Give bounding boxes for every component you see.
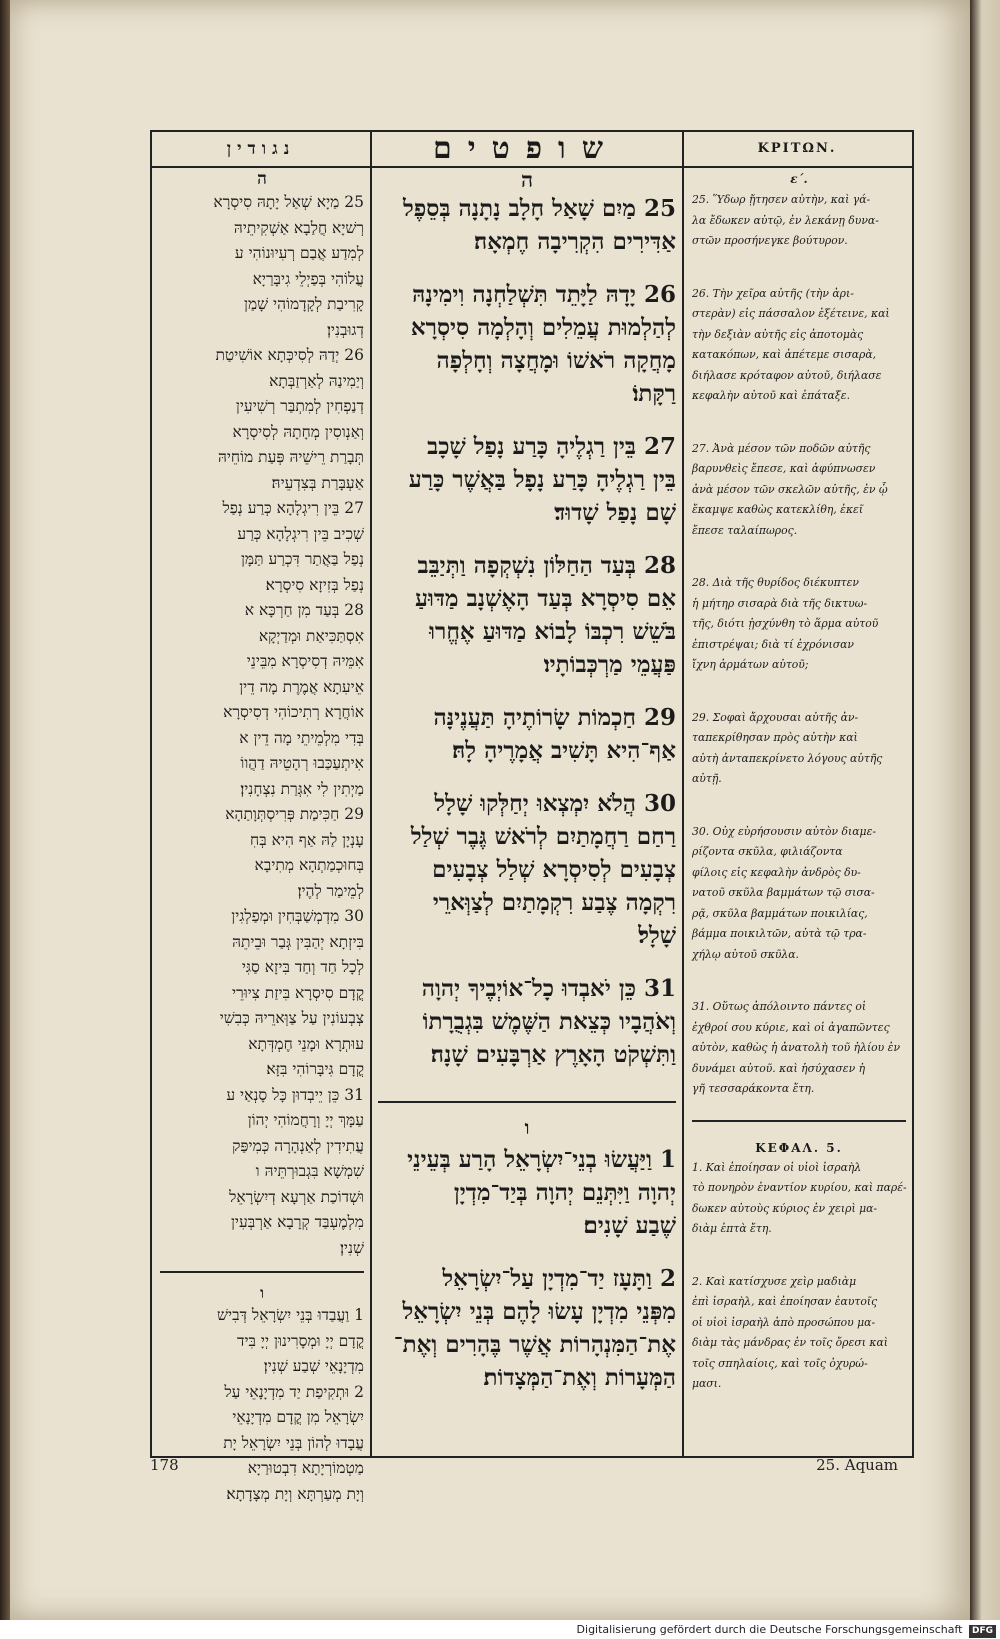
- aramaic-line: עָנְיָן לַהּ אַף הִיא בְּחִ: [250, 830, 364, 849]
- greek-next-line: τὸ πονηρὸν ἐναντίον κυρίου, καὶ παρέ-: [692, 1181, 907, 1194]
- hebrew-line: 25 מַיִם שָׁאַל חָלָב נָתָנָה בְּסֵפֶל: [403, 195, 676, 222]
- greek-line: ἔκαμψε καθὼς κατεκλίθη, ἐκεῖ: [692, 503, 864, 516]
- greek-line: ρίζοντα σκῦλα, φιλιάζοντα: [692, 845, 843, 858]
- hebrew-column-title: שופטים: [433, 131, 619, 166]
- greek-next-chapter-mark: ΚΕΦΑΛ. 5.: [755, 1140, 843, 1155]
- hebrew-line: צְבָעִים לְסִיסְרָא שְׁלַל צְבָעִים: [432, 856, 676, 883]
- aramaic-line: לְכָל חַד וְחַד בִּיזָא סַגִּי: [241, 958, 364, 976]
- hebrew-next-verse: [378, 1143, 676, 1242]
- aramaic-line: שְׁכִיב בֵּין רִיגְלָהָא כְּרַע: [237, 524, 364, 543]
- hebrew-line: וַתִּשְׁקֹט הָאָרֶץ אַרְבָּעִים שָׁנָה׃: [430, 1041, 676, 1068]
- hebrew-next-line: 2 וַתָּעָז יַד־מִדְיָן עַל־יִשְׂרָאֵל: [442, 1265, 676, 1292]
- hebrew-line: 28 בְּעַד הַחַלּוֹן נִשְׁקְפָה וַתְּיַבֵּב: [417, 552, 676, 579]
- greek-line: 25. Ὕδωρ ᾔτησεν αὐτὴν, καὶ γά-: [692, 193, 871, 206]
- aramaic-line: שְׁנִין׃: [339, 1238, 364, 1257]
- hebrew-line: 27 בֵּין רַגְלֶיהָ כָּרַע נָפַל שָׁכָב: [427, 433, 676, 460]
- aramaic-line: קֳדָם סִיסְרָא בִּיזַת צִיוּרֵי: [232, 983, 364, 1002]
- hebrew-line: 30 הֲלֹא יִמְצְאוּ יְחַלְּקוּ שָׁלָל: [434, 790, 676, 817]
- aramaic-line: אִיתְעַכַּבוּ רְהָטֵיהּ דַהֲווֹ: [240, 754, 364, 772]
- hebrew-line: 31 כֵּן יֹאבְדוּ כָל־אוֹיְבֶיךָ יְהוָה: [421, 975, 676, 1002]
- greek-verse: [692, 439, 906, 542]
- greek-next-verse: [692, 1158, 906, 1240]
- greek-next-text-block: [692, 1158, 906, 1395]
- greek-line: στῶν προσήνεγκε βούτυρον.: [692, 234, 848, 247]
- greek-line: νατοῦ σκῦλα βαμμάτων τῷ σισα-: [692, 886, 875, 899]
- greek-next-line: διὰμ ἑπτὰ ἔτη.: [692, 1222, 772, 1235]
- greek-line: 31. Οὕτως ἀπόλοιντο πάντες οἱ: [692, 1000, 867, 1013]
- greek-verse: [692, 284, 906, 407]
- hebrew-text-column: [378, 168, 676, 1452]
- digitization-note: Digitalisierung gefördert durch die Deutsche Forschungsgemeinschaft: [576, 1623, 963, 1636]
- aramaic-line: נְפַל בַּאֲתַר דִּכְרַע תַּמָּן: [240, 550, 364, 568]
- aramaic-line: קֳדָם גִּיבָּרוֹהִי בִּזָּא׃: [266, 1060, 364, 1078]
- aramaic-next-line: יִשְׂרָאֵל מִן קֳדָם מִדְיָנָאֵי: [232, 1408, 364, 1426]
- greek-next-line: οἱ υἱοὶ ἰσραὴλ ἀπὸ προσώπου μα-: [692, 1315, 876, 1329]
- aramaic-line: בְּחוּכְמַתְהָא מְתִיבָא: [254, 856, 364, 874]
- hebrew-next-line: יְהוָה וַיִּתְּנֵם יְהוָה בְּיַד־מִדְיָן: [453, 1179, 676, 1206]
- greek-next-line: ἐπὶ ἰσραὴλ, καὶ ἐποίησαν ἑαυτοῖς: [692, 1295, 878, 1308]
- hebrew-next-line: מִפְּנֵי מִדְיָן עָשׂוּ לָהֶם בְּנֵי יִשְׂרָאֵל: [402, 1298, 676, 1325]
- greek-verse: [692, 708, 906, 790]
- hebrew-verse: [378, 701, 676, 767]
- aramaic-line: 25 מַיָא שְׁאַל יָתָהּ סִיסְרָא: [213, 193, 364, 211]
- hebrew-verse: [378, 972, 676, 1071]
- digitization-footer: [0, 1620, 1000, 1639]
- aramaic-line: 29 חַכִּימַת פְּרִיסְתְּוָתַהָא: [225, 805, 364, 823]
- greek-line: διήλασε κρόταφον αὐτοῦ, διήλασε: [692, 368, 882, 382]
- greek-line: δυνάμει αὐτοῦ. καὶ ἡσύχασεν ἡ: [692, 1061, 866, 1075]
- aramaic-line: 26 יְדַהּ לְסִיכְּתָא אוֹשִׁיטַת: [215, 346, 364, 364]
- hebrew-next-text-block: [378, 1143, 676, 1394]
- greek-line: 30. Οὐχ εὑρήσουσιν αὐτὸν διαμε-: [692, 824, 877, 838]
- aramaic-next-line: קֳדָם יְיָ וּמְסָרִינוּן יְיָ בִּיד: [237, 1331, 364, 1350]
- aramaic-chapter-rule: [160, 1271, 364, 1273]
- hebrew-line: אֵם סִיסְרָא בְּעַד הָאֶשְׁנָב מַדּוּעַ: [414, 585, 676, 612]
- aramaic-line: וְאַנְוסִין מְחָתָהּ לְסִיסְרָא: [232, 422, 364, 441]
- greek-line: αὐτὴ ἀνταπεκρίνετο λόγους αὐτῆς: [692, 751, 883, 765]
- aramaic-line: צְבְעוֹנִין עַל צַוְּארֵיהּ כְּבִשִׁי: [219, 1009, 364, 1027]
- aramaic-line: דְגוּבְנִין׃: [326, 320, 364, 339]
- greek-line: τὴν δεξιὰν αὐτῆς εἰς ἀποτομὰς: [692, 327, 864, 341]
- hebrew-line: 29 חַכְמוֹת שָׂרוֹתֶיהָ תַּעֲנֶינָּה: [433, 704, 676, 731]
- facing-page-edge: [970, 0, 1000, 1620]
- aramaic-line: 30 מִדְמְשַׁבְּחִין וּמְפַלְגִין: [231, 907, 364, 925]
- hebrew-line: וְאֹהֲבָיו כְּצֵאת הַשֶּׁמֶשׁ בִּגְבֻרָתוֹ: [422, 1008, 676, 1035]
- aramaic-next-line: מַטְמוֹרְיָתָא דִבְטוּרַיָא: [247, 1459, 364, 1477]
- aramaic-line: 27 בֵּין רִיגְלָהָא כְּרַע נְפַל: [222, 499, 364, 517]
- aramaic-line: עוּתְרָא וּמָנֵי חֶמְדְּתָא: [248, 1034, 364, 1053]
- column-divider-right: [682, 132, 684, 1456]
- hebrew-line: לְהַלְמוּת עֲמֵלִים וְהָלְמָה סִיסְרָא: [410, 314, 676, 341]
- aramaic-next-line: עֲבָדוּ לְהוֹן בְּנֵי יִשְׂרָאֵל יָת: [223, 1433, 364, 1452]
- aramaic-line: אַעְבָּרַת בְּצִדְעֵיהּ׃: [271, 473, 364, 492]
- greek-next-line: διὰμ τὰς μάνδρας ἐν τοῖς ὄρεσι καὶ: [692, 1336, 888, 1349]
- dfg-logo: DFG: [969, 1625, 996, 1638]
- aramaic-line: לְמֵימַר לְהֶין׃: [297, 881, 364, 900]
- aramaic-line: תְּבָרַת רֵישֵׁיהּ פְּעַת מוֹחֵיהּ: [217, 448, 364, 466]
- greek-line: ἀνὰ μέσον τῶν σκελῶν αὐτῆς, ἐν ᾧ: [692, 482, 888, 496]
- hebrew-line: רַחַם רַחֲמָתַיִם לְרֹאשׁ גֶּבֶר שְׁלַל: [410, 823, 676, 850]
- greek-line: αὐτὸν, καθὼς ἡ ἀνατολὴ τοῦ ἡλίου ἐν: [692, 1041, 901, 1054]
- aramaic-column-title: נגודין: [226, 139, 296, 159]
- aramaic-next-chapter-mark: ו: [260, 1284, 264, 1302]
- aramaic-next-line: וְיָת מְעַרְתָּא וְיָת מְצָדָתָא׃: [226, 1484, 364, 1503]
- hebrew-line: 26 יָדָהּ לַיָּתֵד תִּשְׁלַחְנָה וִימִינָהּ: [412, 281, 676, 308]
- greek-line: στερὰν) εἰς πάσσαλον ἐξέτεινε, καὶ: [692, 307, 890, 320]
- aramaic-line: אִמֵּיהּ דְסִיסְרָא מִבֵּינֵי: [246, 652, 364, 670]
- hebrew-verse: [378, 192, 676, 258]
- greek-line: 27. Ἀνὰ μέσον τῶν ποδῶν αὐτῆς: [692, 441, 871, 455]
- hebrew-next-line: 1 וַיַּעֲשׂוּ בְנֵי־יִשְׂרָאֵל הָרַע בְּעֵינֵי: [407, 1146, 676, 1173]
- aramaic-line: לְמִדַע אֲבַם רְעִיוּנוֹהִי ע: [234, 244, 364, 262]
- greek-line: 29. Σοφαὶ ἄρχουσαι αὐτῆς ἀν-: [692, 710, 859, 724]
- hebrew-next-verse: [378, 1262, 676, 1394]
- greek-line: ἐπιστρέψαι; διὰ τί ἐχρόνισαν: [692, 637, 854, 651]
- greek-chapter-mark: ε΄.: [790, 172, 808, 186]
- catchword: 25. Aquam: [816, 1456, 898, 1474]
- greek-chapter-rule: [692, 1120, 906, 1122]
- greek-line: γῆ τεσσαράκοντα ἔτη.: [692, 1082, 815, 1095]
- greek-line: ἐχθροί σου κύριε, καὶ οἱ ἀγαπῶντες: [692, 1020, 890, 1034]
- hebrew-chapter-rule: [378, 1101, 676, 1103]
- page-bottom-row: [150, 1456, 910, 1480]
- greek-line: κεφαλὴν αὐτοῦ καὶ ἐπάταξε.: [692, 389, 851, 402]
- greek-line: λα ἔδωκεν αὐτῷ, ἐν λεκάνῃ δυνα-: [692, 213, 879, 227]
- aramaic-line: מַיְתִין לִי אִגְּרַת נִצְחָנִין׃: [240, 779, 364, 798]
- aramaic-next-line: 1 וַעֲבַדוּ בְּנֵי יִשְׂרָאֵל דְּבִישׁ: [217, 1306, 364, 1324]
- hebrew-next-line: שֶׁבַע שָׁנִים׃: [583, 1212, 676, 1239]
- hebrew-next-line: הַמְּעָרוֹת וְאֶת־הַמְּצָדוֹת׃: [483, 1364, 676, 1391]
- greek-line: 28. Διὰ τῆς θυρίδος διέκυπτεν: [692, 576, 859, 589]
- aramaic-line: עֲתִידִין לְאַנְהָרָה כְּמִיפַּק: [232, 1136, 364, 1155]
- hebrew-text-block: [378, 192, 676, 1071]
- greek-column-title: ΚΡΙΤΩΝ.: [757, 141, 837, 156]
- aramaic-line: 28 בְּעַד מִן חַרְכָּא א: [244, 601, 364, 619]
- greek-line: ἡ μήτηρ σισαρὰ διὰ τῆς δικτυω-: [692, 596, 868, 610]
- hebrew-line: שָׁלָל׃: [638, 922, 676, 949]
- book-gutter-left: [0, 0, 10, 1639]
- aramaic-line: וְיַמִינַהּ לְאַרְזַבְּתָא: [269, 371, 364, 390]
- aramaic-text-block: [160, 190, 364, 1261]
- aramaic-line: שִׁמְשָׁא בִּגְבוּרְתֵּיהּ ו: [255, 1162, 364, 1180]
- aramaic-next-line: מִדְיָנָאֵי שְׁבַע שְׁנִין׃: [263, 1357, 364, 1375]
- aramaic-chapter-mark: ה: [257, 169, 267, 189]
- greek-text-block: [692, 190, 906, 1100]
- hebrew-next-chapter-mark: ו: [524, 1117, 530, 1139]
- hebrew-line: אַדִּירִים הִקְרִיבָה חֶמְאָה׃: [474, 228, 676, 255]
- aramaic-line: אוֹחֲרָא רְתִיכוֹהִי דְסִיסְרָא: [223, 703, 364, 721]
- hebrew-line: רִקְמָה צֶבַע רִקְמָתַיִם לְצַוְּארֵי: [432, 889, 676, 916]
- greek-line: αὐτῇ.: [692, 772, 722, 785]
- greek-line: τῆς, διότι ᾐσχύνθη τὸ ἅρμα αὐτοῦ: [692, 617, 879, 630]
- greek-next-line: 2. Καὶ κατίσχυσε χεὶρ μαδιὰμ: [692, 1274, 857, 1288]
- hebrew-line: שָׁם נָפַל שָׁדוּד׃: [554, 499, 676, 526]
- aramaic-line: נְפַל בְּזִיזָא סִיסְרָא׃: [265, 575, 364, 594]
- aramaic-line: וּשְׁדוֹכַת אַרְעָא דְיִשְׂרָאֵל: [229, 1187, 364, 1206]
- greek-next-verse: [692, 1272, 906, 1395]
- hebrew-line: רַקָּתוֹ׃: [632, 380, 676, 407]
- aramaic-line: מִלְמֶעְבַּד קְרָבָא אַרְבְּעִין: [230, 1213, 364, 1231]
- aramaic-line: 31 כֵּן יֵיבְדוּן כָּל סָנְאַי ע: [226, 1085, 364, 1104]
- page-number: 178: [150, 1456, 179, 1474]
- aramaic-line: רְשׁיָא חֲלַבָא אַשְׁקִיתֵיהּ: [233, 218, 364, 237]
- greek-septuagint-column: [692, 168, 906, 1452]
- greek-line: ἔπεσε ταλαίπωρος.: [692, 523, 798, 537]
- greek-next-line: 1. Καὶ ἐποίησαν οἱ υἱοὶ ἰσραὴλ: [692, 1160, 862, 1174]
- hebrew-line: בֵּין רַגְלֶיהָ כָּרַע נָפָל בַּאֲשֶׁר כָּרַע: [408, 466, 676, 493]
- aramaic-line: קָרִיבַת לְקָדָמוֹהִי שָׁמַן: [244, 295, 364, 313]
- aramaic-line: בִּיזְתָא יְהַבִּין גְּבַר וּבֵיתֵהּ: [232, 932, 364, 951]
- hebrew-verse: [378, 787, 676, 952]
- greek-line: χήλῳ αὐτοῦ σκῦλα.: [692, 947, 799, 961]
- greek-verse: [692, 822, 906, 966]
- greek-line: φίλοις εἰς κεφαλὴν ἀνδρὸς δυ-: [692, 865, 861, 879]
- greek-next-line: μασι.: [692, 1377, 722, 1390]
- aramaic-line: עֲלוֹהִי בְּפַיְלֵי גִיבָּרַיָא: [252, 269, 364, 288]
- hebrew-line: פַּעֲמֵי מַרְכְּבוֹתָיו׃: [543, 651, 676, 678]
- greek-next-line: δωκεν αὐτοὺς κύριος ἐν χειρὶ μα-: [692, 1201, 878, 1215]
- greek-line: ρᾷ, σκῦλα βαμμάτων ποικιλίας,: [692, 906, 868, 920]
- aramaic-line: דְנַפְחִין לְמִתְבַּר רְשִׁיעִין: [235, 397, 364, 415]
- greek-line: βάμμα ποικιλτῶν, αὐτὰ τῷ τρα-: [692, 927, 867, 940]
- aramaic-next-line: 2 וּתְקִיפַת יַד מִדְיָנָאֵי עַל: [224, 1382, 364, 1401]
- greek-verse: [692, 190, 906, 252]
- greek-line: βαρυνθεὶς ἔπεσε, καὶ ἀφύπνωσεν: [692, 462, 876, 475]
- greek-line: 26. Τὴν χεῖρα αὐτῆς (τὴν ἀρι-: [692, 286, 854, 300]
- hebrew-line: אַף־הִיא תָּשִׁיב אֲמָרֶיהָ לָהּ׃: [452, 737, 676, 764]
- hebrew-verse: [378, 549, 676, 681]
- aramaic-line: אֵיעִתָא אֲמֶרֶת מָה דֵין: [239, 677, 364, 696]
- aramaic-line: בְּדִי מִלְמֵיתֵי מָה דֵין א: [239, 728, 364, 747]
- hebrew-line: מָחֲקָה רֹאשׁוֹ וּמָחֲצָה וְחָלְפָה: [436, 347, 676, 374]
- hebrew-verse: [378, 430, 676, 529]
- aramaic-line: אִסְתַּכִּיאַת וּמְדַיְקָא: [258, 626, 364, 645]
- greek-next-line: τοῖς σπηλαίοις, καὶ τοῖς ὀχυρώ-: [692, 1356, 868, 1370]
- hebrew-next-line: אֶת־הַמִּנְהָרוֹת אֲשֶׁר בֶּהָרִים וְאֶת־: [393, 1331, 676, 1358]
- hebrew-verse: [378, 278, 676, 410]
- aramaic-line: עַמָּךְ יְיָ וְרָחֲמוֹהִי יְהוֹן: [247, 1111, 364, 1129]
- greek-verse: [692, 573, 906, 676]
- greek-line: ταπεκρίθησαν πρὸς αὐτὴν καὶ: [692, 731, 858, 744]
- greek-verse: [692, 997, 906, 1100]
- column-divider-left: [370, 132, 372, 1456]
- greek-line: ἴχνη ἁρμάτων αὐτοῦ;: [692, 658, 809, 671]
- hebrew-chapter-mark: ה: [520, 167, 534, 192]
- greek-line: κατακόπων, καὶ ἀπέτεμε σισαρὰ,: [692, 348, 877, 361]
- hebrew-line: בֹּשֵׁשׁ רִכְבּוֹ לָבוֹא מַדּוּעַ אֶחֱרוּ: [429, 618, 676, 645]
